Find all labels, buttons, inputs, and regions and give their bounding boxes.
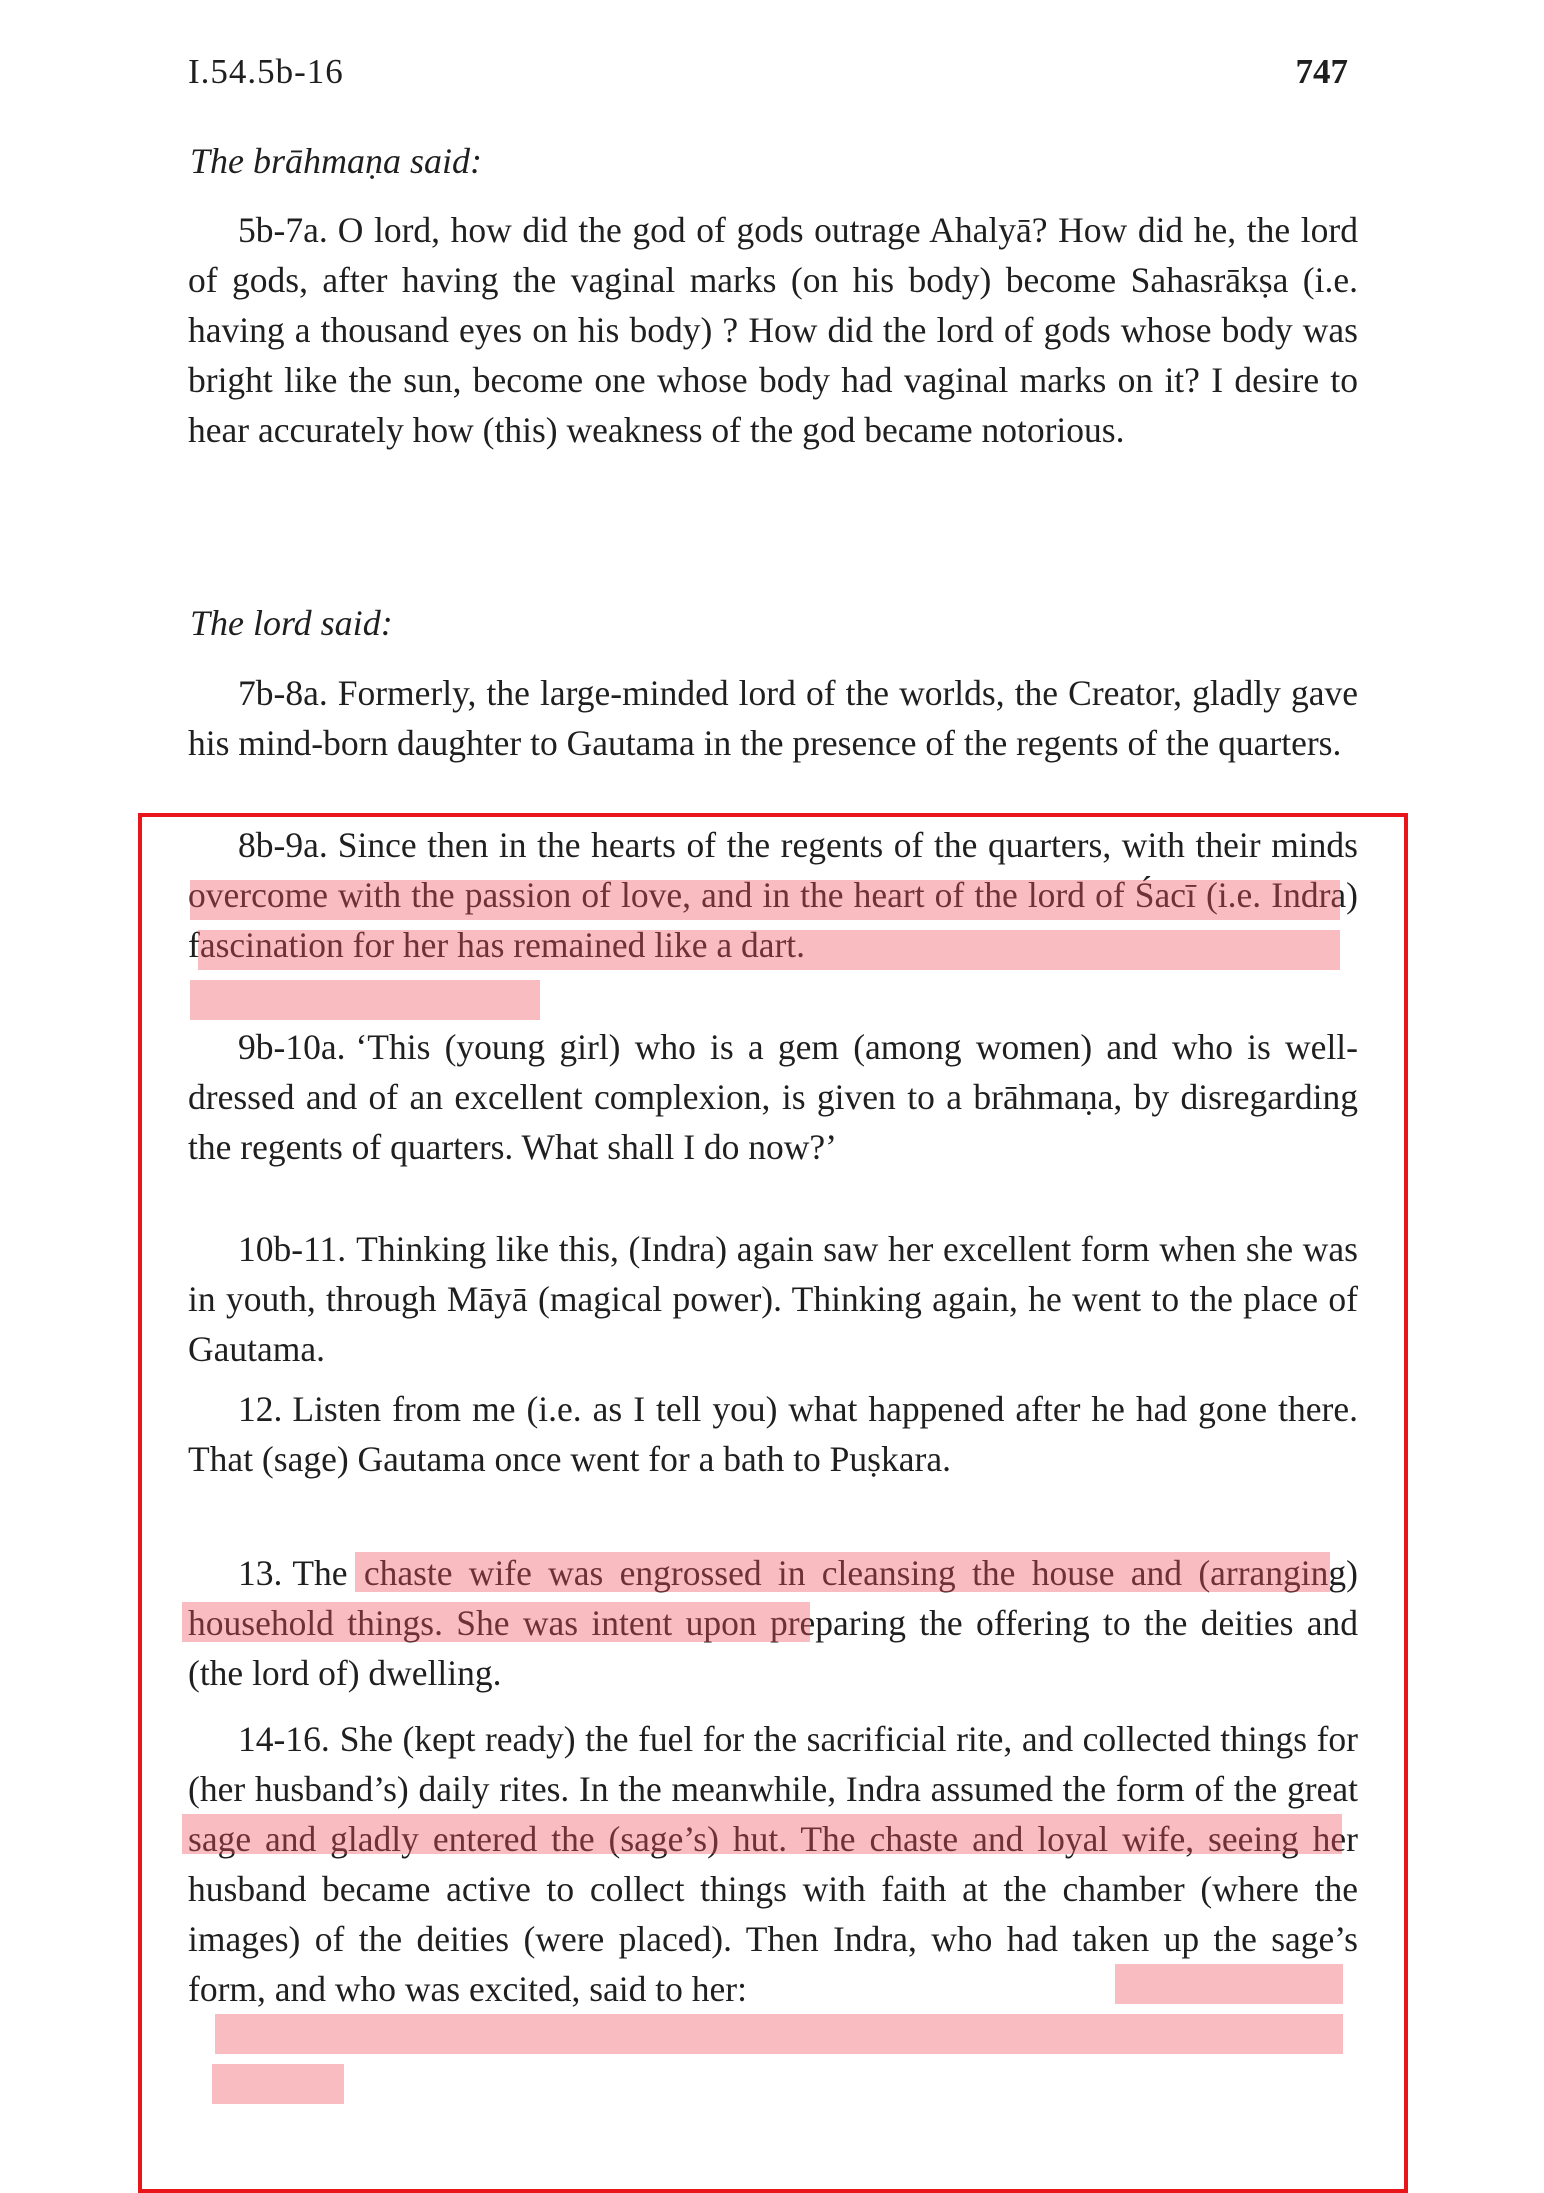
verse-number: 7b-8a. bbox=[238, 673, 328, 713]
verse-number: 13. bbox=[238, 1553, 283, 1593]
verse-paragraph bbox=[188, 668, 1358, 768]
verse-text: ‘This (young girl) who is a gem (among women) and who is well-dressed and of an excellent complexion, is given to a brāhmaṇa, by disregarding the regents of quarters. What shall I do now?’ bbox=[188, 1027, 1358, 1167]
verse-number: 9b-10a. bbox=[238, 1027, 346, 1067]
text-highlight bbox=[355, 1552, 1330, 1592]
text-highlight bbox=[190, 980, 540, 1020]
verse-number: 12. bbox=[238, 1389, 283, 1429]
verse-number: 8b-9a. bbox=[238, 825, 328, 865]
speaker-heading: The lord said: bbox=[190, 603, 393, 643]
page-number: 747 bbox=[1295, 52, 1348, 91]
verse-text: Formerly, the large-minded lord of the worlds, the Creator, gladly gave his mind-born daughter to Gautama in the presence of the regents of the quarters. bbox=[188, 673, 1358, 763]
page-header bbox=[188, 52, 1348, 102]
verse-text: The chaste wife was engrossed in cleansing the house and (arranging) household things. She was intent upon preparing the offering to the deities and (the lord of) dwelling. bbox=[188, 1553, 1358, 1693]
verse-number: 10b-11. bbox=[238, 1229, 347, 1269]
speaker-heading: The brāhmaṇa said: bbox=[190, 141, 483, 181]
verse-number: 5b-7a. bbox=[238, 210, 328, 250]
text-highlight bbox=[212, 2064, 344, 2104]
verse-text: Thinking like this, (Indra) again saw her excellent form when she was in youth, through Māyā (magical power). Thinking again, he went to the place of Gautama. bbox=[188, 1229, 1358, 1369]
verse-text: She (kept ready) the fuel for the sacrificial rite, and collected things for (her husband’s) daily rites. In the meanwhile, Indra assumed the form of the great sage and gladly entered the (sage’s) hut. The chaste and loyal wife, seeing her husband became active to collect things with faith at the chamber (where the images) of the deities (were placed). Then Indra, who had taken up the sage’s form, and who was excited, said to her: bbox=[188, 1719, 1358, 2009]
verse-number: 14-16. bbox=[238, 1719, 330, 1759]
text-highlight bbox=[198, 930, 1340, 970]
text-highlight bbox=[182, 1814, 1342, 1854]
text-highlight bbox=[182, 1602, 810, 1642]
verse-text: Listen from me (i.e. as I tell you) what happened after he had gone there. That (sage) Gautama once went for a bath to Puṣkara. bbox=[188, 1389, 1358, 1479]
verse-paragraph bbox=[188, 205, 1358, 455]
verse-text: Since then in the hearts of the regents of the quarters, with their minds overcome with the passion of love, and in the heart of the lord of Śacī (i.e. Indra) fascination for her has remained like a dart. bbox=[188, 825, 1358, 965]
text-highlight bbox=[215, 2014, 1343, 2054]
text-highlight bbox=[190, 880, 1340, 920]
running-head-reference: I.54.5b-16 bbox=[188, 52, 344, 91]
text-highlight bbox=[1115, 1964, 1343, 2004]
verse-text: O lord, how did the god of gods outrage Ahalyā? How did he, the lord of gods, after having the vaginal marks (on his body) become Sahasrākṣa (i.e. having a thousand eyes on his body) ? How did the lord of gods whose body was bright like the sun, become one whose body had vaginal marks on it? I desire to hear accurately how (this) weakness of the god became notorious. bbox=[188, 210, 1358, 450]
